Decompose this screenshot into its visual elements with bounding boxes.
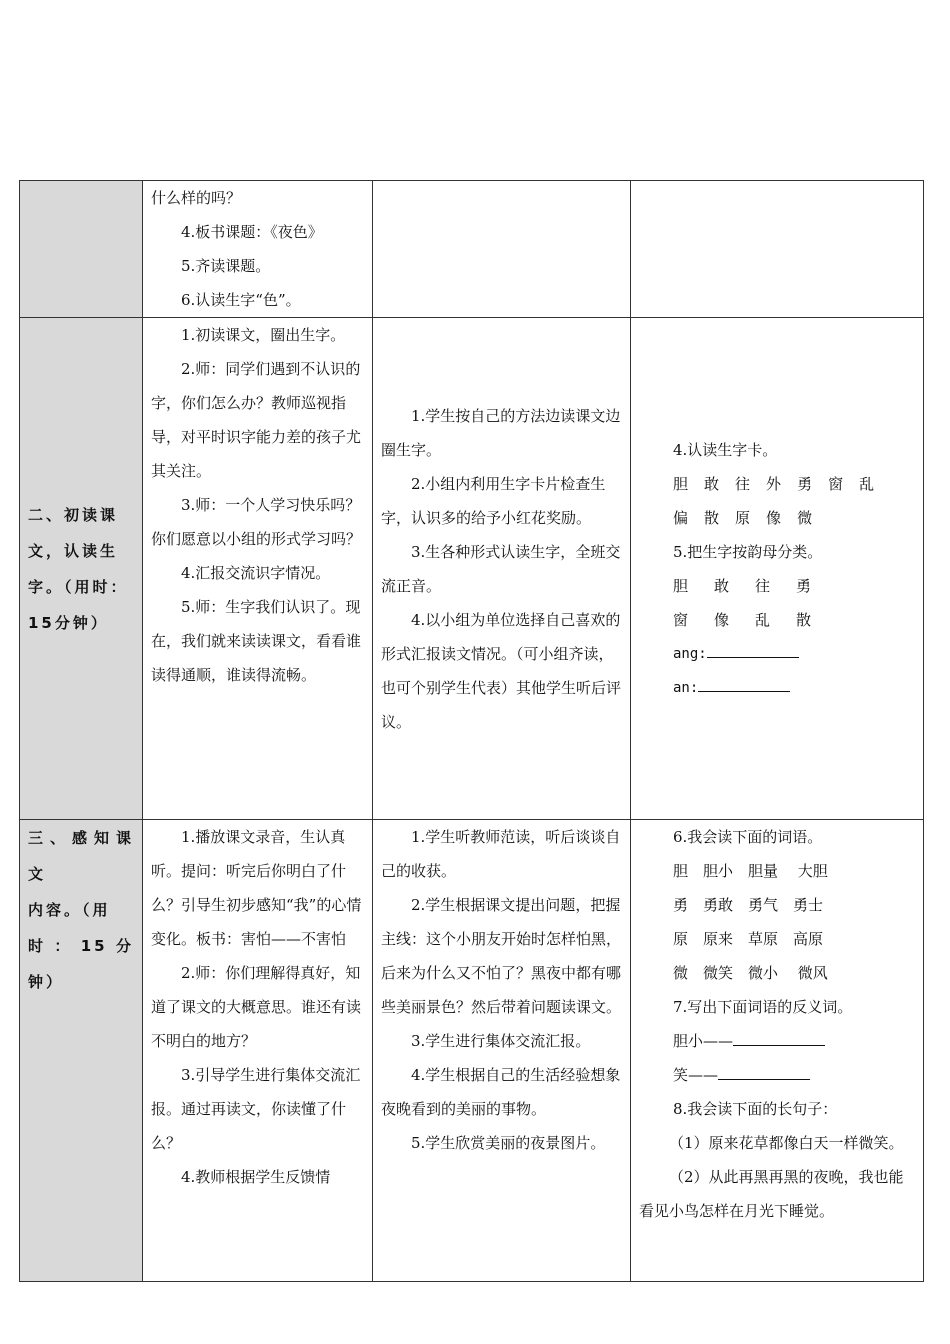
paragraph: 3.引导学生进行集体交流汇报。通过再读文，你读懂了什么？ <box>151 1066 361 1152</box>
teacher-activity-cell <box>143 181 373 318</box>
stage-cell <box>20 181 143 318</box>
word-row: 胆 胆小 胆量 大胆 <box>673 862 828 880</box>
text-line: 4.板书课题：《夜色》 <box>181 223 323 241</box>
antonym-line <box>639 1058 915 1092</box>
label: ang: <box>673 645 707 662</box>
paragraph: 4.学生根据自己的生活经验想象夜晚看到的美丽的事物。 <box>381 1066 621 1118</box>
char: 往 <box>735 474 751 493</box>
exercise-cell <box>631 820 924 1282</box>
stage-cell <box>20 318 143 820</box>
char-row <box>639 603 915 637</box>
text-line: 5.齐读课题。 <box>181 257 271 275</box>
char: 勇 <box>797 474 813 493</box>
char: 胆 <box>673 474 689 493</box>
answer-blank <box>718 1065 810 1080</box>
text-line: 什么样的吗？ <box>151 189 242 207</box>
char: 胆 <box>673 576 689 595</box>
sentence: （2）从此再黑再黑的夜晚，我也能看见小鸟怎样在月光下睡觉。 <box>639 1168 904 1220</box>
table-row <box>20 181 924 318</box>
table-row <box>20 318 924 820</box>
label: 胆小—— <box>673 1032 734 1050</box>
text-line: 6.认读生字“色”。 <box>181 291 301 309</box>
ang-blank-line <box>639 637 915 671</box>
answer-blank <box>698 677 790 692</box>
stage-title: 15分钟） <box>28 613 109 632</box>
paragraph: 3.学生进行集体交流汇报。 <box>411 1032 591 1050</box>
char-row <box>639 467 915 501</box>
stage-title: 文，认读生 <box>28 541 119 560</box>
paragraph: 5.学生欣赏美丽的夜景图片。 <box>411 1134 606 1152</box>
student-activity-cell <box>373 820 631 1282</box>
paragraph: 3.师：一个人学习快乐吗？你们愿意以小组的形式学习吗？ <box>151 496 362 548</box>
stage-cell <box>20 820 143 1282</box>
paragraph: 2.学生根据课文提出问题，把握主线：这个小朋友开始时怎样怕黑，后来为什么又不怕了？黑夜中都有哪些美丽景色？然后带着问题读课文。 <box>381 896 622 1016</box>
answer-blank <box>733 1031 825 1046</box>
stage-title: 字。（用时： <box>28 577 129 596</box>
char: 往 <box>755 576 771 595</box>
exercise-item: 5.把生字按韵母分类。 <box>673 542 823 561</box>
student-activity-cell <box>373 318 631 820</box>
char: 敢 <box>714 576 730 595</box>
paragraph: 2.师：同学们遇到不认识的字，你们怎么办？教师巡视指导，对平时识字能力差的孩子尤其关注。 <box>151 360 362 480</box>
char: 乱 <box>755 610 771 629</box>
label: 笑—— <box>673 1066 719 1084</box>
teacher-activity-cell <box>143 318 373 820</box>
paragraph: 4.以小组为单位选择自己喜欢的形式汇报读文情况。（可小组齐读，也可个别学生代表）其他学生听后评议。 <box>381 610 622 731</box>
char: 微 <box>797 508 813 527</box>
word-row: 微 微笑 微小 微风 <box>673 964 828 982</box>
char: 偏 <box>673 508 689 527</box>
answer-blank <box>707 643 799 658</box>
paragraph: 1.学生听教师范读，听后谈谈自己的收获。 <box>381 828 621 880</box>
paragraph: 4.汇报交流识字情况。 <box>181 564 331 582</box>
char: 乱 <box>859 474 875 493</box>
an-blank-line <box>639 671 915 705</box>
paragraph: 5.师：生字我们认识了。现在，我们就来读读课文，看看谁读得通顺，谁读得流畅。 <box>151 598 362 684</box>
char: 勇 <box>796 576 812 595</box>
char: 窗 <box>828 474 844 493</box>
stage-title: 二、初读课 <box>28 505 119 524</box>
char: 原 <box>735 508 751 527</box>
char: 像 <box>766 508 782 527</box>
stage-title: 内容。（用 <box>28 901 111 919</box>
label: an: <box>673 679 699 696</box>
paragraph: 1.学生按自己的方法边读课文边圈生字。 <box>381 406 621 459</box>
exercise-cell <box>631 181 924 318</box>
char: 外 <box>766 474 782 493</box>
word-row: 勇 勇敢 勇气 勇士 <box>673 896 824 914</box>
exercise-item: 7.写出下面词语的反义词。 <box>673 998 853 1016</box>
char: 散 <box>704 508 720 527</box>
paragraph: 1.初读课文，圈出生字。 <box>181 326 346 344</box>
paragraph: 4.教师根据学生反馈情 <box>181 1168 331 1186</box>
char: 窗 <box>673 610 689 629</box>
exercise-cell <box>631 318 924 820</box>
sentence: （1）原来花草都像白天一样微笑。 <box>669 1134 904 1152</box>
table-row <box>20 820 924 1282</box>
exercise-item: 8.我会读下面的长句子： <box>673 1100 838 1118</box>
char-row <box>639 569 915 603</box>
stage-title: 三、感知课文 <box>28 829 134 883</box>
lesson-plan-table <box>19 180 924 1282</box>
paragraph: 2.师：你们理解得真好，知道了课文的大概意思。谁还有读不明白的地方？ <box>151 964 362 1050</box>
paragraph: 2.小组内利用生字卡片检查生字，认识多的给予小红花奖励。 <box>381 474 606 527</box>
student-activity-cell <box>373 181 631 318</box>
char: 敢 <box>704 474 720 493</box>
teacher-activity-cell <box>143 820 373 1282</box>
stage-title: 时：15分钟） <box>28 937 134 991</box>
char: 像 <box>714 610 730 629</box>
paragraph: 3.生各种形式认读生字，全班交流正音。 <box>381 542 621 595</box>
char: 散 <box>796 610 812 629</box>
char-row <box>639 501 915 535</box>
antonym-line <box>639 1024 915 1058</box>
word-row: 原 原来 草原 高原 <box>673 930 824 948</box>
exercise-item: 4.认读生字卡。 <box>673 440 778 459</box>
paragraph: 1.播放课文录音，生认真听。提问：听完后你明白了什么？引导生初步感知“我”的心情变化。板书：害怕——不害怕 <box>151 828 362 948</box>
exercise-item: 6.我会读下面的词语。 <box>673 828 823 846</box>
